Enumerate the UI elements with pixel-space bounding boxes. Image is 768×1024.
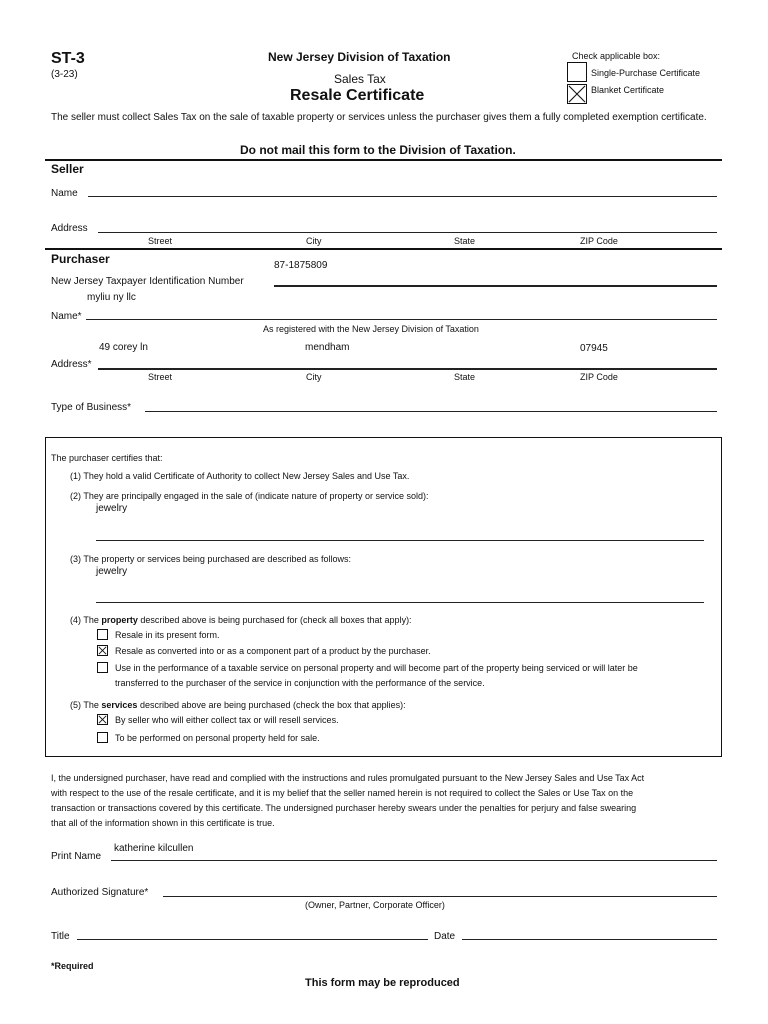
item-5-suffix: described above are being purchased (check the box that applies):: [139, 700, 406, 710]
authorized-signature-field[interactable]: [163, 896, 717, 897]
tin-field[interactable]: [274, 285, 717, 287]
item-4-prefix: (4) The: [70, 615, 99, 625]
purchaser-name-field[interactable]: [86, 319, 717, 320]
print-name-field[interactable]: [111, 860, 717, 861]
purchaser-heading: Purchaser: [51, 252, 110, 266]
intro-text: The seller must collect Sales Tax on the sale of taxable property or services unless the purchaser gives them a fully completed exemption certificate.: [51, 112, 707, 123]
seller-heading: Seller: [51, 162, 84, 176]
seller-zip-caption: ZIP Code: [580, 236, 618, 246]
purchaser-name-note: As registered with the New Jersey Division of Taxation: [263, 324, 479, 334]
resale-converted-checkbox[interactable]: [97, 645, 108, 656]
check-x-icon: [98, 715, 107, 724]
tin-label: New Jersey Taxpayer Identification Number: [51, 276, 244, 287]
declaration-line-2: with respect to the use of the resale certificate, and it is my belief that the seller named herein is not required to collect the Sales or Use Tax on the: [51, 788, 634, 798]
purchaser-street-value: 49 corey ln: [99, 342, 148, 353]
seller-state-caption: State: [454, 236, 476, 246]
seller-street-caption: Street: [148, 236, 173, 246]
item-5-bold: services: [101, 700, 138, 710]
title-label: Title: [51, 931, 70, 942]
personal-property-label: To be performed on personal property held for sale.: [115, 733, 320, 743]
item-2-field[interactable]: [96, 540, 704, 541]
seller-collect-tax-checkbox[interactable]: [97, 714, 108, 725]
form-id: ST-3: [51, 50, 85, 67]
item-2-value: jewelry: [96, 503, 128, 514]
purchaser-zip-caption: ZIP Code: [580, 372, 618, 382]
seller-name-label: Name: [51, 188, 78, 199]
single-purchase-label: Single-Purchase Certificate: [591, 68, 701, 78]
seller-city-caption: City: [306, 236, 322, 246]
purchaser-street-caption: Street: [148, 372, 173, 382]
item-5-prefix: (5) The: [70, 700, 99, 710]
business-type-label: Type of Business*: [51, 402, 132, 413]
seller-collect-tax-label: By seller who will either collect tax or will resell services.: [115, 715, 339, 725]
date-field[interactable]: [462, 939, 717, 940]
item-4-suffix: described above is being purchased for (check all boxes that apply):: [140, 615, 412, 625]
check-x-icon: [568, 85, 586, 103]
seller-address-field[interactable]: [98, 232, 717, 233]
resale-present-form-label: Resale in its present form.: [115, 630, 220, 640]
declaration-line-1: I, the undersigned purchaser, have read and complied with the instructions and rules promulgated pursuant to the New Jersey Sales and Use Tax Act: [51, 773, 645, 783]
seller-name-field[interactable]: [88, 196, 717, 197]
purchaser-address-label: Address*: [51, 359, 92, 370]
print-name-label: Print Name: [51, 851, 102, 862]
personal-property-checkbox[interactable]: [97, 732, 108, 743]
authorized-signature-label: Authorized Signature*: [51, 887, 149, 898]
certification-item-3: (3) The property or services being purchased are described as follows:: [70, 554, 351, 564]
purchaser-zip-value: 07945: [580, 343, 608, 354]
purchaser-state-caption: State: [454, 372, 476, 382]
print-name-value: katherine kilcullen: [114, 843, 194, 854]
signature-note: (Owner, Partner, Corporate Officer): [305, 900, 445, 910]
seller-address-label: Address: [51, 223, 88, 234]
single-purchase-checkbox[interactable]: [567, 62, 587, 82]
declaration-line-4: that all of the information shown in this certificate is true.: [51, 818, 275, 828]
purchaser-name-value: myliu ny llc: [87, 292, 136, 303]
certification-item-5: [70, 700, 406, 710]
resale-converted-label: Resale as converted into or as a component part of a product by the purchaser.: [115, 646, 431, 656]
item-3-value: jewelry: [96, 566, 128, 577]
item-4-bold: property: [101, 615, 138, 625]
blanket-label: Blanket Certificate: [591, 85, 665, 95]
form-revision: (3-23): [51, 69, 78, 80]
form-title: Resale Certificate: [290, 87, 425, 104]
check-applicable-label: Check applicable box:: [572, 51, 661, 61]
reproduce-note: This form may be reproduced: [305, 977, 460, 989]
purchaser-city-value: mendham: [305, 342, 350, 353]
check-x-icon: [98, 646, 107, 655]
certification-intro: The purchaser certifies that:: [51, 453, 163, 463]
certification-item-4: [70, 615, 412, 625]
purchaser-name-label: Name*: [51, 311, 82, 322]
certification-item-1: (1) They hold a valid Certificate of Authority to collect New Jersey Sales and Use Tax.: [70, 471, 410, 481]
taxable-service-label-line1: Use in the performance of a taxable service on personal property and will become part of the property being serviced or will later be: [115, 663, 638, 673]
tax-type: Sales Tax: [334, 72, 386, 86]
tin-value: 87-1875809: [274, 260, 328, 271]
blanket-checkbox[interactable]: [567, 84, 587, 104]
certification-item-2: (2) They are principally engaged in the sale of (indicate nature of property or service sold):: [70, 491, 429, 501]
title-field[interactable]: [77, 939, 428, 940]
date-label: Date: [434, 931, 456, 942]
agency-name: New Jersey Division of Taxation: [268, 50, 451, 64]
taxable-service-label-line2: transferred to the purchaser of the service in conjunction with the performance of the service.: [115, 678, 485, 688]
required-note: *Required: [51, 961, 94, 971]
business-type-field[interactable]: [145, 411, 717, 412]
item-3-field[interactable]: [96, 602, 704, 603]
purchaser-address-field[interactable]: [98, 368, 717, 370]
resale-present-form-checkbox[interactable]: [97, 629, 108, 640]
taxable-service-checkbox[interactable]: [97, 662, 108, 673]
purchaser-city-caption: City: [306, 372, 322, 382]
do-not-mail-notice: Do not mail this form to the Division of Taxation.: [240, 143, 516, 157]
declaration-line-3: transaction or transactions covered by this certificate. The undersigned purchaser hereby swears under the penalties for perjury and false swearing: [51, 803, 637, 813]
